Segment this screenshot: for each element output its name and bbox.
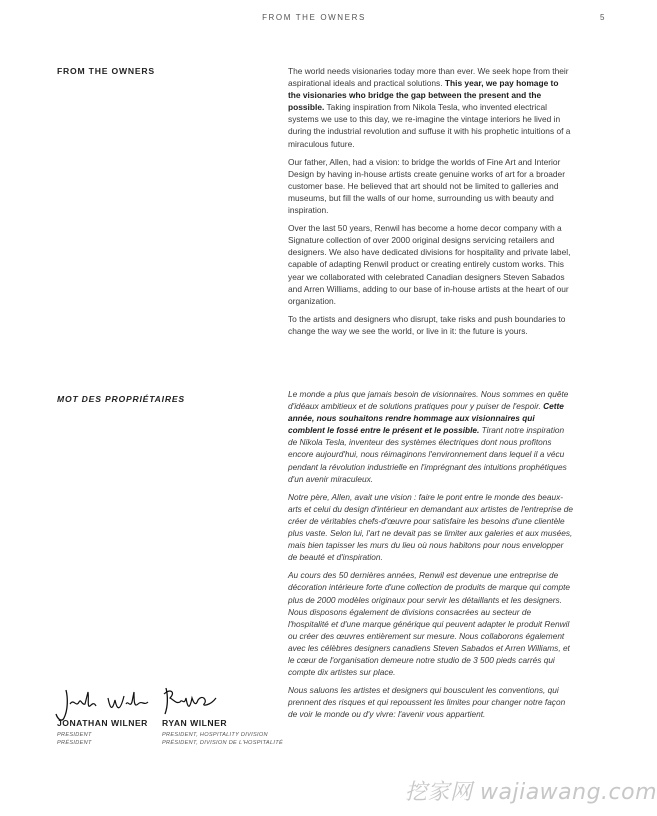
french-p1-emphasis: Cette année, nous souhaitons rendre hommage aux visionnaires qui comblent le fossé entre le présent et le possible. [288,401,564,436]
french-p1-rest: Tirant notre inspiration de Nikola Tesla, inventeur des systèmes électriques dont nous profitons encore aujourd'hui, nous réimaginons l'environnement dans lequel il a vécu pendant la révolution industrielle en l'imprégnant des intuitions prophétiques d'un avenir miraculeux. [288,425,567,484]
french-paragraph-2: Notre père, Allen, avait une vision : faire le pont entre le monde des beaux-arts et celui du design d'intérieur en demandant aux artistes de l'entreprise de créer de véritables chefs-d'œuvre pour satisfaire les besoins d'une clientèle plus vaste. Selon lui, l'art ne devait pas se limiter aux galeries et aux musées, mais bien tapisser les murs du lieu où nous habitons pour nous envelopper de beauté et d'inspiration. [288,491,573,563]
english-p1-rest: Taking inspiration from Nikola Tesla, who invented electrical systems we use to this day, we re-imagine the vintage interiors he lived in during the industrial revolution and suffuse it with his prophetic intuitions of a miraculous future. [288,102,571,149]
english-paragraph-2: Our father, Allen, had a vision: to bridge the worlds of Fine Art and Interior Design by having in-house artists create genuine works of art for a broader customer base. He believed that art should not be limited to galleries and museums, but fill the walls of our home, surrounding us with beauty and inspiration. [288,156,565,216]
french-section-heading: MOT DES PROPRIÉTAIRES [57,394,185,404]
english-p1-emphasis: This year, we pay homage to the visionaries who bridge the gap between the present and the possible. [288,78,559,113]
signature-title-en-jonathan: PRESIDENT [57,732,92,738]
english-p1-intro: The world needs visionaries today more than ever. We seek hope from their aspirational ideals and practical solutions. [288,66,569,89]
page-number: 5 [600,13,605,22]
signature-title-fr-ryan: PRÉSIDENT, DIVISION DE L'HOSPITALITÉ [162,740,283,746]
english-paragraph-3: Over the last 50 years, Renwil has become a home decor company with a Signature collection of over 2000 original designs servicing retailers and designers. We also have dedicated divisions for hospitality and private label, capable of adapting Renwil product or creating entirely custom works. This year we collaborated with celebrated Canadian designers Steven Sabados and Arren Williams, adding to our base of in-house artists at the heart of our organization. [288,223,571,306]
signature-title-fr-jonathan: PRÉSIDENT [57,740,92,746]
english-paragraph-4: To the artists and designers who disrupt, take risks and push boundaries to change the way we see the world, or live in it: the future is yours. [288,313,566,336]
english-section-heading: FROM THE OWNERS [57,66,155,76]
french-p1-intro: Le monde a plus que jamais besoin de visionnaires. Nous sommes en quête d'idéaux ambitieux et de solutions pratiques pour y puiser de l'espoir. [288,389,569,412]
signature-name-jonathan: JONATHAN WILNER [57,718,148,728]
french-paragraph-3: Au cours des 50 dernières années, Renwil est devenue une entreprise de décoration intérieure forte d'une collection de produits de marque qui compte plus de 2000 modèles originaux pour servir les détaillants et les designers. Nous disposons également de divisions consacrées au secteur de l'hospitalité et d'une marque générique qui peuvent adapter le produit Renwil ou créer des œuvres entièrement sur mesure. Nous collaborons également avec les célèbres designers canadiens Steven Sabados et Arren Williams, et le cœur de l'organisation demeure notre studio de 3 500 pieds carrés qui compte dix artistes sur place. [288,570,571,678]
signature-title-en-ryan: PRESIDENT, HOSPITALITY DIVISION [162,732,268,738]
watermark: 挖家网 wajiawang.com [405,780,657,805]
english-body [288,65,573,343]
english-paragraph-1 [288,65,573,150]
ryan-wilner-signature [160,684,220,720]
running-title: FROM THE OWNERS [262,13,366,22]
signature-name-ryan: RYAN WILNER [162,718,228,728]
french-paragraph-1 [288,388,573,485]
french-paragraph-4: Nous saluons les artistes et designers qui bousculent les conventions, qui prennent des risques et qui repoussent les limites pour changer notre façon de voir le monde ou d'y vivre: l'avenir vous appartient. [288,685,566,720]
french-body [288,388,573,726]
